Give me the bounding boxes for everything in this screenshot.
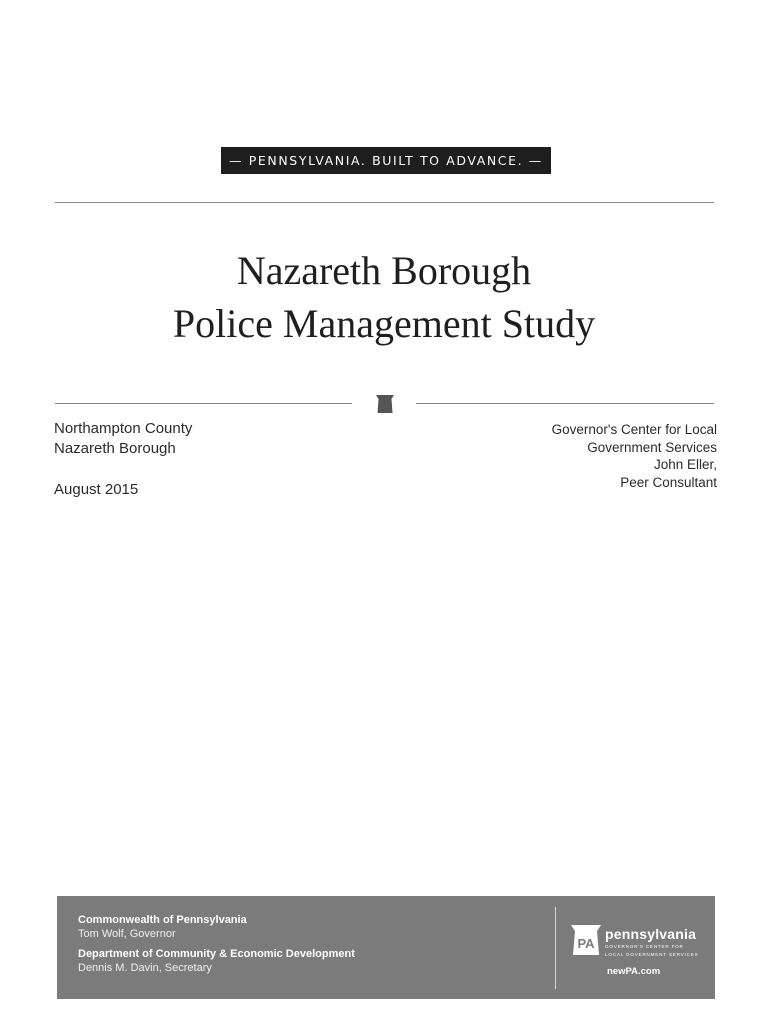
ornament-divider-right xyxy=(416,403,714,404)
title-line-1: Nazareth Borough xyxy=(236,248,532,293)
author-line: Government Services xyxy=(587,439,717,455)
keystone-icon xyxy=(375,395,395,413)
location-info xyxy=(54,419,192,500)
footer-divider xyxy=(555,907,556,989)
footer-governor: Tom Wolf, Governor xyxy=(78,927,176,940)
pa-brand-sub-2: LOCAL GOVERNMENT SERVICES xyxy=(605,952,699,957)
report-date: August 2015 xyxy=(54,481,139,498)
borough-name: Nazareth Borough xyxy=(54,440,176,457)
pa-slogan-banner xyxy=(221,147,551,174)
footer-officials xyxy=(78,914,355,975)
document-title xyxy=(0,244,768,350)
slogan-text: — PENNSYLVANIA. BUILT TO ADVANCE. — xyxy=(229,153,543,168)
author-line: Governor's Center for Local xyxy=(551,422,717,437)
pa-brand xyxy=(605,927,698,958)
title-line-2: Police Management Study xyxy=(172,301,596,346)
pa-website-link[interactable]: newPA.com xyxy=(607,966,661,977)
pa-brand-name: pennsylvania xyxy=(605,926,697,942)
county-name: Northampton County xyxy=(54,420,193,437)
author-info xyxy=(552,421,717,491)
pa-brand-sub-1: GOVERNOR'S CENTER FOR xyxy=(605,944,684,949)
footer-bar xyxy=(57,896,715,999)
footer-org-dced: Department of Community & Economic Development xyxy=(78,948,355,960)
author-line: John Eller, xyxy=(653,457,717,472)
footer-org-commonwealth: Commonwealth of Pennsylvania xyxy=(78,914,247,926)
pa-keystone-logo-icon xyxy=(569,924,603,956)
pa-logo-text: PA xyxy=(577,936,595,951)
top-divider xyxy=(55,202,714,203)
footer-secretary: Dennis M. Davin, Secretary xyxy=(78,961,212,974)
ornament-divider-left xyxy=(55,403,352,404)
author-line: Peer Consultant xyxy=(620,474,717,490)
